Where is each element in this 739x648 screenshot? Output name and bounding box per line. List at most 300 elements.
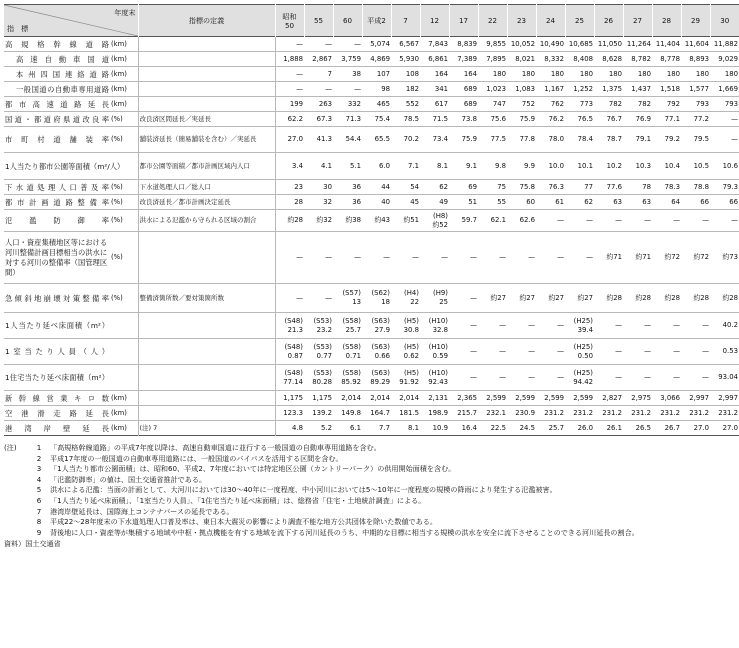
note-prefix (4, 528, 28, 539)
row-unit: (%) (111, 253, 123, 261)
data-cell: 30 (323, 182, 332, 191)
row-label: 都市高速道路延長 (5, 99, 109, 109)
row-label: 1室当たり人員（人） (5, 347, 109, 356)
data-cell (304, 313, 333, 339)
header-year: 12 (420, 5, 449, 37)
data-cell: 231.2 (660, 408, 680, 417)
note-item (4, 496, 707, 507)
data-cell: 75.9 (519, 114, 535, 123)
data-cell: 49 (439, 197, 448, 206)
row-definition (138, 232, 275, 284)
header-year: 28 (652, 5, 681, 37)
row-definition: 都市公園等面積／都市計画区域内人口 (138, 153, 275, 180)
cell-value: 22 (410, 298, 419, 306)
row-label: 本州四国連絡道路 (16, 69, 109, 79)
row-definition: 洪水による氾濫から守られる区域の割合 (138, 210, 275, 232)
row-unit (110, 339, 138, 365)
note-number: 2 (36, 453, 42, 463)
data-cell (565, 365, 594, 391)
table-row (4, 180, 739, 195)
note-item (4, 507, 707, 518)
data-cell: 44 (381, 182, 390, 191)
data-cell: 2,599 (515, 393, 535, 402)
data-cell: — (354, 84, 361, 93)
data-cell: 198.9 (428, 408, 448, 417)
data-cell: 180 (695, 69, 709, 78)
data-cell: 78.5 (403, 114, 419, 123)
data-cell: 2,997 (718, 393, 738, 402)
source-line: 資料）国土交通省 (4, 539, 61, 549)
data-cell: 164.7 (370, 408, 390, 417)
data-cell: 10.5 (693, 161, 709, 170)
data-cell: 約38 (345, 216, 361, 224)
cell-value: 0.59 (432, 351, 448, 360)
table-row (4, 97, 739, 112)
data-cell: — (557, 321, 564, 329)
data-cell: — (644, 216, 651, 224)
data-cell: — (557, 216, 564, 224)
cell-value: 0.71 (345, 351, 361, 360)
data-cell: 63 (642, 197, 651, 206)
data-cell: 61 (555, 197, 564, 206)
data-cell: — (499, 253, 506, 261)
data-cell: 7.1 (408, 161, 419, 170)
header-year: 7 (391, 5, 420, 37)
cell-period-note: (H10) (428, 342, 448, 351)
note-number: 5 (36, 485, 42, 495)
data-cell: 1,175 (283, 393, 303, 402)
data-cell: 75.4 (374, 114, 390, 123)
data-cell: 76.9 (635, 114, 651, 123)
data-cell: 32 (323, 197, 332, 206)
header-year: 55 (304, 5, 333, 37)
data-cell: 54.4 (345, 135, 361, 143)
note-item (4, 454, 707, 465)
row-unit: (km) (111, 408, 127, 417)
data-cell: 11,882 (713, 39, 738, 48)
data-cell: — (470, 321, 477, 329)
data-cell: 341 (434, 84, 448, 93)
data-cell (565, 313, 594, 339)
data-cell: 約28 (664, 293, 680, 302)
data-cell: 76.5 (577, 114, 593, 123)
row-label: 新幹線営業キロ数 (5, 393, 109, 403)
row-definition (138, 406, 275, 421)
row-unit: (km) (111, 84, 127, 93)
header-year-end-label: 年度末 (114, 8, 136, 17)
data-cell: 1,577 (689, 84, 709, 93)
note-number: 7 (36, 506, 42, 516)
data-cell: 8.1 (437, 161, 448, 170)
data-cell: 1,083 (515, 84, 535, 93)
table-row (4, 365, 739, 391)
table-header-row (4, 5, 739, 37)
data-cell: 180 (608, 69, 622, 78)
data-cell: — (615, 321, 622, 329)
table-row (4, 82, 739, 97)
data-cell: 1,888 (283, 54, 303, 63)
data-cell: 10,052 (510, 39, 535, 48)
data-cell: 41.3 (316, 135, 332, 143)
row-label: 1住宅当たり延べ床面積（m²） (5, 373, 109, 382)
cell-value: 85.92 (341, 377, 361, 386)
data-cell: 793 (695, 99, 709, 108)
data-cell: 4,869 (370, 54, 390, 63)
notes-section (4, 443, 707, 550)
data-cell: 6,861 (428, 54, 448, 63)
data-cell: 73.4 (432, 135, 448, 143)
data-cell: 78.3 (664, 182, 680, 191)
data-cell: 69 (468, 182, 477, 191)
note-prefix (4, 475, 28, 486)
data-cell: 8,021 (515, 54, 535, 63)
data-cell: — (296, 293, 303, 302)
data-cell: — (470, 373, 477, 381)
data-cell: 65.5 (374, 135, 390, 143)
data-cell (420, 313, 449, 339)
data-cell (304, 365, 333, 391)
note-item (4, 464, 707, 475)
data-cell: 約72 (664, 253, 680, 261)
data-cell: 26.5 (635, 423, 651, 432)
data-cell: 55 (497, 197, 506, 206)
data-cell: 70.2 (403, 135, 419, 143)
data-cell: — (615, 373, 622, 381)
data-cell: 164 (463, 69, 477, 78)
table-row (4, 421, 739, 436)
data-cell: 263 (318, 99, 332, 108)
cell-period-note: (H8) (433, 211, 448, 220)
data-cell: 10.0 (548, 161, 564, 170)
data-cell: — (673, 373, 680, 381)
cell-period-note: (S48) (284, 342, 303, 351)
data-cell: 1,669 (718, 84, 738, 93)
note-text: 背後地に人口・資産等が集積する地域や中枢・拠点機能を有する地域を流下する河川延長のうち、中期的な目標に相当する規模の洪水を安全に流下させることのできる河川延長の割合。 (50, 527, 639, 537)
data-cell: 2,131 (428, 393, 448, 402)
cell-value: 18 (381, 298, 390, 306)
data-cell: 107 (376, 69, 390, 78)
data-cell: 11,264 (626, 39, 651, 48)
data-cell: 62.2 (287, 114, 303, 123)
data-cell: 78 (642, 182, 651, 191)
data-cell: 38 (352, 69, 361, 78)
row-definition: 舗装済延長（簡易舗装を含む）／実延長 (138, 127, 275, 153)
cell-value: 92.43 (428, 377, 448, 386)
data-cell: 7,843 (428, 39, 448, 48)
data-cell: — (644, 321, 651, 329)
data-cell: 2,014 (341, 393, 361, 402)
row-unit: (km) (111, 69, 127, 78)
data-cell: 3.4 (292, 161, 303, 170)
data-cell: 2,975 (631, 393, 651, 402)
row-label: 空港滑走路延長 (5, 408, 109, 418)
row-unit: (%) (111, 182, 123, 191)
cell-value: 0.77 (316, 351, 332, 360)
row-unit: (%) (111, 293, 123, 302)
data-cell: 1,252 (573, 84, 593, 93)
header-year: 平成2 (362, 5, 391, 37)
data-cell: 773 (579, 99, 593, 108)
data-cell: 2,365 (457, 393, 477, 402)
data-cell: — (325, 253, 332, 261)
row-unit: (%) (111, 135, 123, 143)
row-unit (110, 313, 138, 339)
row-unit: (%) (111, 114, 123, 123)
data-cell: 1,023 (486, 84, 506, 93)
data-cell: 26.7 (664, 423, 680, 432)
data-cell (391, 365, 420, 391)
data-cell: 約27 (548, 293, 564, 302)
row-unit: (km) (111, 99, 127, 108)
data-cell: 8,408 (573, 54, 593, 63)
data-cell: 108 (405, 69, 419, 78)
table-row (4, 406, 739, 421)
cell-period-note: (S48) (284, 368, 303, 377)
header-year: 23 (507, 5, 536, 37)
data-cell: 77.1 (664, 114, 680, 123)
data-cell: 10,490 (539, 39, 564, 48)
row-unit: (km) (111, 54, 127, 63)
data-cell: 617 (434, 99, 448, 108)
data-cell (391, 313, 420, 339)
cell-value: 94.42 (573, 377, 593, 386)
data-cell: 1,375 (602, 84, 622, 93)
data-cell (565, 339, 594, 365)
row-definition: (注) 7 (138, 421, 275, 436)
data-cell: 45 (410, 197, 419, 206)
data-cell: 約71 (606, 253, 622, 261)
row-definition: 改良済延長／都市計画決定延長 (138, 195, 275, 210)
note-item (4, 475, 707, 486)
data-cell: 181.5 (399, 408, 419, 417)
data-cell (362, 365, 391, 391)
note-number: 3 (36, 464, 42, 474)
note-prefix (4, 517, 28, 528)
cell-period-note: (S63) (371, 342, 390, 351)
row-definition (138, 391, 275, 406)
data-cell: 231.2 (631, 408, 651, 417)
data-cell: 78.8 (693, 182, 709, 191)
row-definition: 改良済区間延長／実延長 (138, 112, 275, 127)
data-cell: — (528, 253, 535, 261)
cell-period-note: (S58) (342, 342, 361, 351)
data-cell: 3,066 (660, 393, 680, 402)
data-cell: 782 (637, 99, 651, 108)
data-cell: — (499, 347, 506, 355)
data-cell: 752 (521, 99, 535, 108)
row-label: 港湾岸壁延長 (5, 423, 109, 433)
note-prefix (4, 496, 28, 507)
data-cell: 1,175 (312, 393, 332, 402)
data-cell: 9,855 (486, 39, 506, 48)
data-cell (391, 339, 420, 365)
data-cell (362, 339, 391, 365)
data-cell: 8,628 (602, 54, 622, 63)
data-cell: 10.1 (577, 161, 593, 170)
note-item (4, 528, 707, 539)
data-cell: 2,014 (399, 393, 419, 402)
row-definition (138, 365, 275, 391)
cell-period-note: (H10) (428, 316, 448, 325)
data-cell: 199 (289, 99, 303, 108)
header-year: 30 (710, 5, 739, 37)
table-row (4, 52, 739, 67)
data-cell: 5.1 (350, 161, 361, 170)
data-cell: 7,389 (457, 54, 477, 63)
note-item (4, 443, 707, 454)
data-cell: 約28 (287, 216, 303, 224)
data-cell: 465 (376, 99, 390, 108)
data-cell: 11,050 (597, 39, 622, 48)
data-cell: 7 (327, 69, 332, 78)
cell-period-note: (S63) (371, 316, 390, 325)
data-cell (333, 339, 362, 365)
note-item (4, 517, 707, 528)
data-cell (420, 210, 449, 232)
data-cell: 164 (434, 69, 448, 78)
cell-value: 91.92 (399, 377, 419, 386)
header-corner-cell (4, 5, 138, 37)
data-cell: 1,518 (660, 84, 680, 93)
header-year: 26 (594, 5, 623, 37)
cell-value: 25 (439, 298, 448, 306)
data-cell: 10.6 (722, 161, 738, 170)
cell-value: 0.87 (287, 351, 303, 360)
data-cell: 232.1 (486, 408, 506, 417)
data-cell: 9.1 (466, 161, 477, 170)
data-cell: 約43 (374, 216, 390, 224)
note-number: 4 (36, 474, 42, 484)
data-cell: 75.6 (490, 114, 506, 123)
cell-period-note: (S53) (313, 342, 332, 351)
cell-value: 27.9 (374, 325, 390, 334)
data-cell: 約28 (722, 293, 738, 302)
cell-value: 21.3 (287, 325, 303, 334)
data-cell: 5.2 (321, 423, 332, 432)
data-cell: 27.0 (693, 423, 709, 432)
data-cell: 78.7 (606, 135, 622, 143)
data-cell: 5,930 (399, 54, 419, 63)
note-prefix (4, 454, 28, 465)
header-year: 60 (333, 5, 362, 37)
note-text: 「1人当たり延べ床面積」、「1室当たり人員」、「1住宅当たり延べ床面積」は、総務省「住宅・土地統計調査」による。 (50, 495, 426, 505)
table-row (4, 339, 739, 365)
data-cell: — (586, 216, 593, 224)
data-cell: 10.4 (664, 161, 680, 170)
data-cell: 27.0 (722, 423, 738, 432)
data-cell: 約32 (316, 216, 332, 224)
data-cell: — (499, 373, 506, 381)
data-cell: 8,782 (631, 54, 651, 63)
row-label: 国道・都道府県道改良率 (5, 114, 109, 124)
data-cell: 230.9 (515, 408, 535, 417)
data-cell: 77.8 (519, 135, 535, 143)
data-cell: 4.8 (292, 423, 303, 432)
header-year: 25 (565, 5, 594, 37)
data-cell: 66 (729, 197, 738, 206)
row-unit (110, 365, 138, 391)
data-cell: 27.0 (287, 135, 303, 143)
data-cell: 76.3 (548, 182, 564, 191)
table-row (4, 210, 739, 232)
cell-period-note: (S58) (342, 316, 361, 325)
data-cell: 40.2 (722, 321, 738, 329)
row-label: 市町村道舗装率 (5, 135, 109, 144)
data-cell: 62.1 (490, 216, 506, 224)
data-cell: — (702, 347, 709, 355)
data-cell: — (470, 347, 477, 355)
data-cell: — (673, 347, 680, 355)
data-cell: 149.8 (341, 408, 361, 417)
data-cell: 9,029 (718, 54, 738, 63)
row-unit: (%) (111, 216, 123, 224)
data-cell: 約27 (519, 293, 535, 302)
data-cell: — (528, 321, 535, 329)
data-cell: 6,567 (399, 39, 419, 48)
data-cell: 180 (521, 69, 535, 78)
data-cell: — (586, 253, 593, 261)
data-cell: 180 (492, 69, 506, 78)
table-row (4, 195, 739, 210)
data-cell: 62 (439, 182, 448, 191)
note-text: 港湾岸壁延長は、国際海上コンテナバースの延長である。 (50, 506, 234, 516)
data-cell: 78.4 (577, 135, 593, 143)
row-definition (138, 37, 275, 52)
data-cell: — (702, 321, 709, 329)
cell-value: 約52 (432, 220, 448, 229)
cell-value: 39.4 (577, 325, 593, 334)
cell-value: 13 (352, 298, 361, 306)
table-row (4, 153, 739, 180)
table-row (4, 284, 739, 313)
data-cell: 約28 (635, 293, 651, 302)
cell-value: 23.2 (316, 325, 332, 334)
data-cell: — (673, 321, 680, 329)
note-text: 平成22～28年度末の下水道処理人口普及率は、東日本大震災の影響により調査不能な地方公共団体を除いた数値である。 (50, 517, 437, 527)
cell-value: 80.28 (312, 377, 332, 386)
data-cell: 79.2 (664, 135, 680, 143)
data-cell: 71.5 (432, 114, 448, 123)
data-cell: 16.4 (461, 423, 477, 432)
data-cell: — (296, 84, 303, 93)
data-cell: 51 (468, 197, 477, 206)
data-cell: — (731, 114, 738, 123)
cell-period-note: (S63) (371, 368, 390, 377)
cell-period-note: (H10) (428, 368, 448, 377)
data-cell: 180 (550, 69, 564, 78)
data-cell: 7.7 (379, 423, 390, 432)
row-label: 一般国道の自動車専用道路 (16, 84, 109, 94)
data-cell: 10.9 (432, 423, 448, 432)
data-cell: 689 (463, 99, 477, 108)
data-cell: — (644, 347, 651, 355)
data-cell: — (470, 293, 477, 302)
data-cell: 747 (492, 99, 506, 108)
row-label: 高速自動車国道 (16, 54, 109, 64)
table-row (4, 112, 739, 127)
data-cell: 332 (347, 99, 361, 108)
table-row (4, 391, 739, 406)
row-label: 高規格幹線道路 (5, 39, 109, 49)
data-cell: 60 (526, 197, 535, 206)
data-cell: 231.2 (573, 408, 593, 417)
data-cell (420, 339, 449, 365)
infrastructure-table-figure (4, 4, 738, 550)
data-cell (420, 365, 449, 391)
data-cell: 75 (497, 182, 506, 191)
data-cell: 2,827 (602, 393, 622, 402)
data-cell: 76.7 (606, 114, 622, 123)
